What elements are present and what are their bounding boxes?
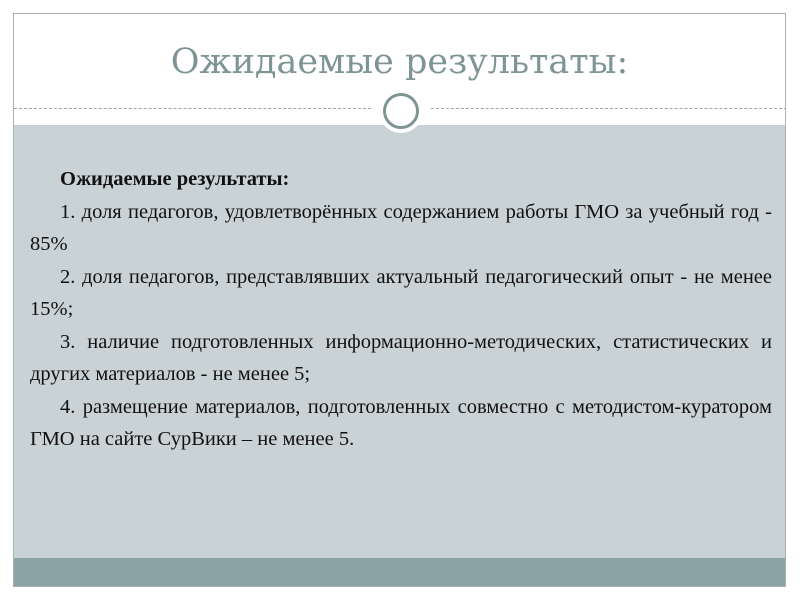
list-item-4: 4. размещение материалов, подготовленных совместно с методистом-куратором ГМО на сайте СурВики – не менее 5. (30, 395, 772, 450)
body-heading: Ожидаемые результаты: (60, 168, 290, 190)
circle-ornament-icon (383, 93, 419, 129)
list-item-2: 2. доля педагогов, представлявших актуальный педагогический опыт - не менее 15%; (30, 265, 772, 320)
list-item-1: 1. доля педагогов, удовлетворённых содержанием работы ГМО за учебный год - 85% (30, 200, 772, 255)
slide (13, 13, 786, 587)
slide-body (30, 163, 772, 456)
footer-bar (14, 558, 785, 587)
content-area (14, 125, 785, 558)
title-divider-right (431, 108, 786, 110)
slide-title: Ожидаемые результаты: (170, 42, 629, 82)
title-divider-left (14, 108, 371, 110)
list-item-3: 3. наличие подготовленных информационно-методических, статистических и других материалов - не менее 5; (30, 330, 772, 385)
